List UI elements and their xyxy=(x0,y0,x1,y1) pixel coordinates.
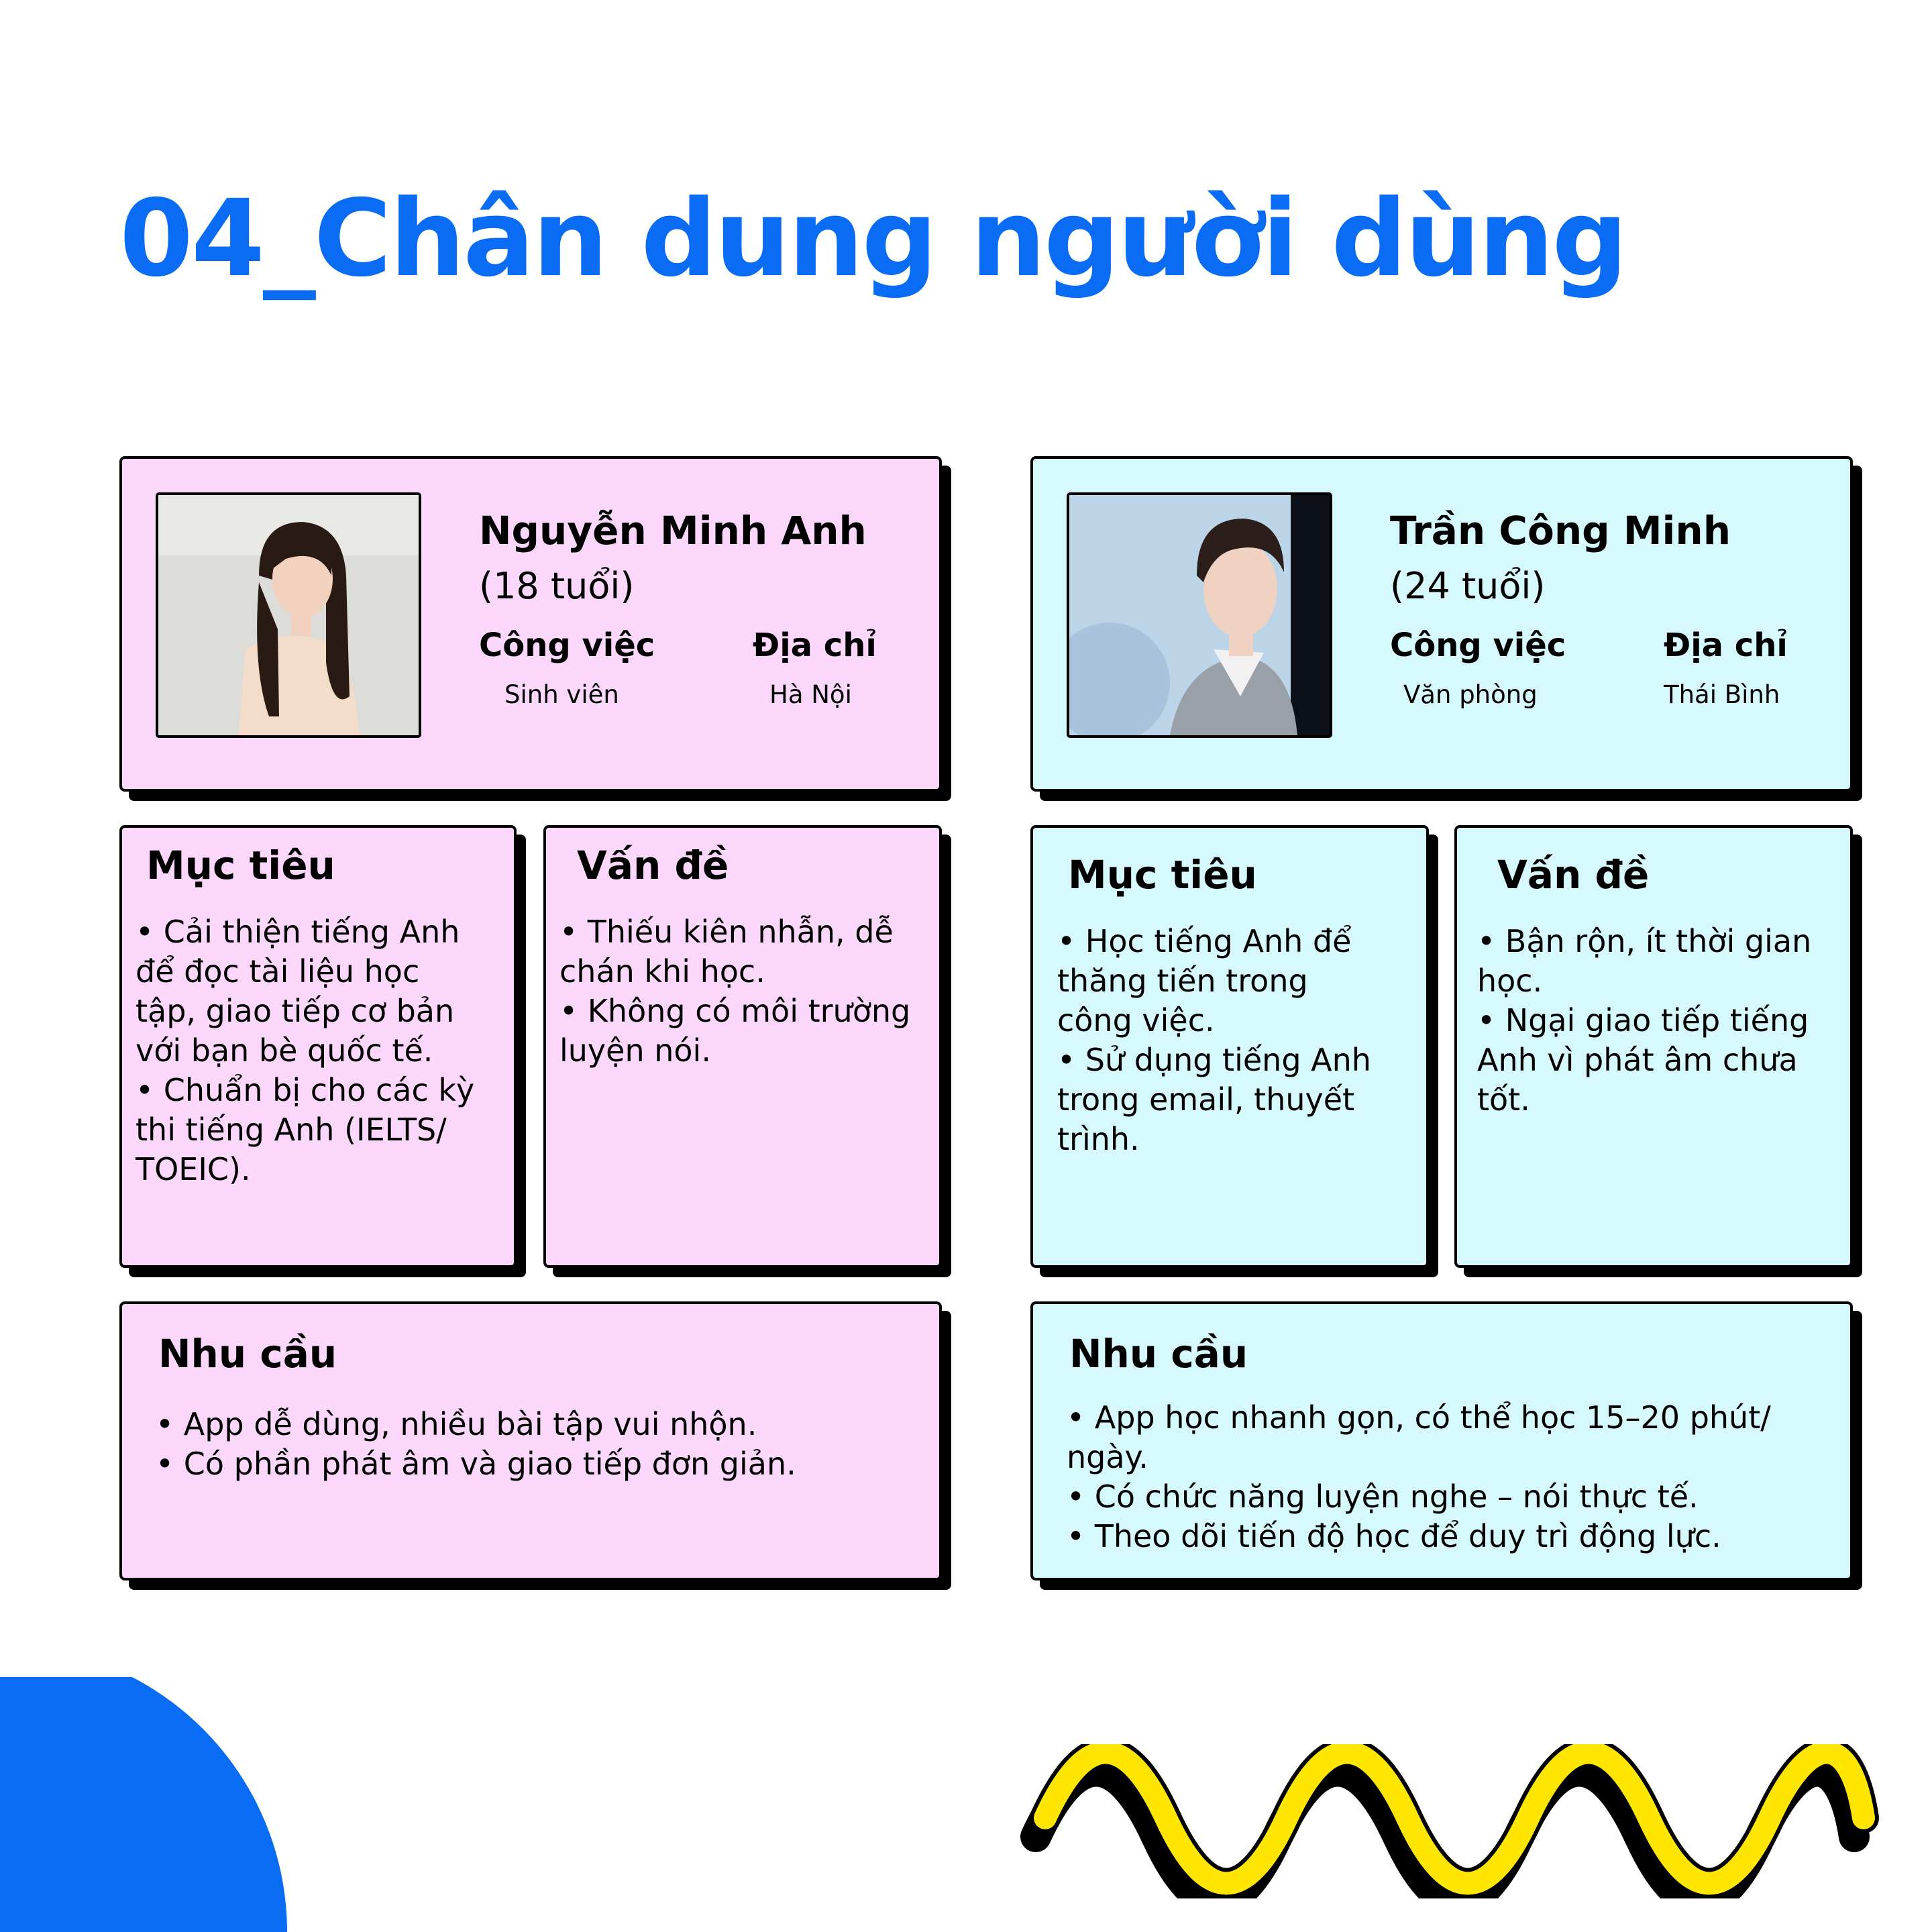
text-line: • Có chức năng luyện nghe – nói thực tế. xyxy=(1067,1479,1699,1515)
persona-2-problems-heading: Vấn đề xyxy=(1497,852,1650,898)
persona-2-profile-card xyxy=(1030,456,1853,792)
persona-1-needs-heading: Nhu cầu xyxy=(158,1331,337,1377)
persona-2-address-value: Thái Bình xyxy=(1664,680,1780,709)
text-line: học. xyxy=(1477,963,1543,999)
persona-1-goals-heading: Mục tiêu xyxy=(146,843,335,888)
persona-2-needs-card xyxy=(1030,1301,1853,1580)
persona-1-goals-text xyxy=(136,912,474,1189)
persona-2-avatar xyxy=(1067,492,1332,738)
persona-1-job-value: Sinh viên xyxy=(504,680,619,709)
persona-2-needs-heading: Nhu cầu xyxy=(1069,1331,1248,1377)
text-line: • Sử dụng tiếng Anh xyxy=(1057,1042,1371,1078)
persona-2-goals-heading: Mục tiêu xyxy=(1068,852,1257,898)
text-line: • Bận rộn, ít thời gian xyxy=(1477,923,1812,959)
woman-portrait-image xyxy=(158,495,419,735)
persona-2-needs-text xyxy=(1067,1398,1771,1556)
text-line: chán khi học. xyxy=(559,953,765,989)
persona-1-age: (18 tuổi) xyxy=(479,565,635,607)
persona-1-goals-card xyxy=(119,825,517,1268)
text-line: với bạn bè quốc tế. xyxy=(136,1032,433,1069)
persona-1-profile-card xyxy=(119,456,942,792)
man-portrait-image xyxy=(1069,495,1330,735)
text-line: tập, giao tiếp cơ bản xyxy=(136,993,455,1029)
persona-1-job-label: Công việc xyxy=(479,627,655,664)
text-line: ngày. xyxy=(1067,1439,1148,1475)
persona-2-problems-card xyxy=(1454,825,1853,1268)
persona-1-address-value: Hà Nội xyxy=(769,680,852,709)
persona-1-problems-card xyxy=(543,825,942,1268)
persona-1-problems-text xyxy=(559,912,910,1071)
text-line: • Theo dõi tiến độ học để duy trì động lực. xyxy=(1067,1518,1721,1554)
text-line: Anh vì phát âm chưa xyxy=(1477,1042,1798,1078)
text-line: thăng tiến trong xyxy=(1057,963,1308,999)
persona-1-needs-card xyxy=(119,1301,942,1580)
persona-2-name: Trần Công Minh xyxy=(1390,508,1731,553)
persona-2-problems-text xyxy=(1477,922,1811,1120)
persona-1-problems-heading: Vấn đề xyxy=(577,843,729,888)
text-line: • Thiếu kiên nhẫn, dễ xyxy=(559,914,894,950)
persona-1-name: Nguyễn Minh Anh xyxy=(479,508,867,553)
text-line: tốt. xyxy=(1477,1081,1530,1118)
page-title: 04_Chân dung người dùng xyxy=(119,177,1626,301)
persona-2-goals-text xyxy=(1057,922,1371,1159)
text-line: • App học nhanh gọn, có thể học 15–20 phút/ xyxy=(1067,1399,1771,1436)
text-line: để đọc tài liệu học xyxy=(136,953,420,989)
text-line: TOEIC). xyxy=(136,1151,251,1187)
text-line: • Có phần phát âm và giao tiếp đơn giản. xyxy=(156,1446,796,1482)
persona-2-address-label: Địa chỉ xyxy=(1664,627,1788,664)
persona-1-avatar xyxy=(156,492,421,738)
persona-1-address-label: Địa chỉ xyxy=(753,627,877,664)
text-line: • Không có môi trường xyxy=(559,993,911,1029)
text-line: • Cải thiện tiếng Anh xyxy=(136,914,460,950)
text-line: trong email, thuyết xyxy=(1057,1081,1355,1118)
text-line: luyện nói. xyxy=(559,1032,711,1069)
persona-2-goals-card xyxy=(1030,825,1429,1268)
persona-2-job-value: Văn phòng xyxy=(1403,680,1538,709)
text-line: trình. xyxy=(1057,1121,1140,1157)
text-line: thi tiếng Anh (IELTS/ xyxy=(136,1112,447,1148)
text-line: • Chuẩn bị cho các kỳ xyxy=(136,1072,475,1108)
persona-2-age: (24 tuổi) xyxy=(1390,565,1546,607)
persona-2-job-label: Công việc xyxy=(1390,627,1566,664)
yellow-wave-decoration xyxy=(1020,1744,1892,1898)
persona-1-needs-text xyxy=(156,1405,796,1484)
text-line: • App dễ dùng, nhiều bài tập vui nhộn. xyxy=(156,1406,757,1442)
text-line: công việc. xyxy=(1057,1002,1215,1038)
text-line: • Ngại giao tiếp tiếng xyxy=(1477,1002,1809,1038)
blue-quarter-circle-decoration xyxy=(0,1677,288,1932)
text-line: • Học tiếng Anh để xyxy=(1057,923,1352,959)
